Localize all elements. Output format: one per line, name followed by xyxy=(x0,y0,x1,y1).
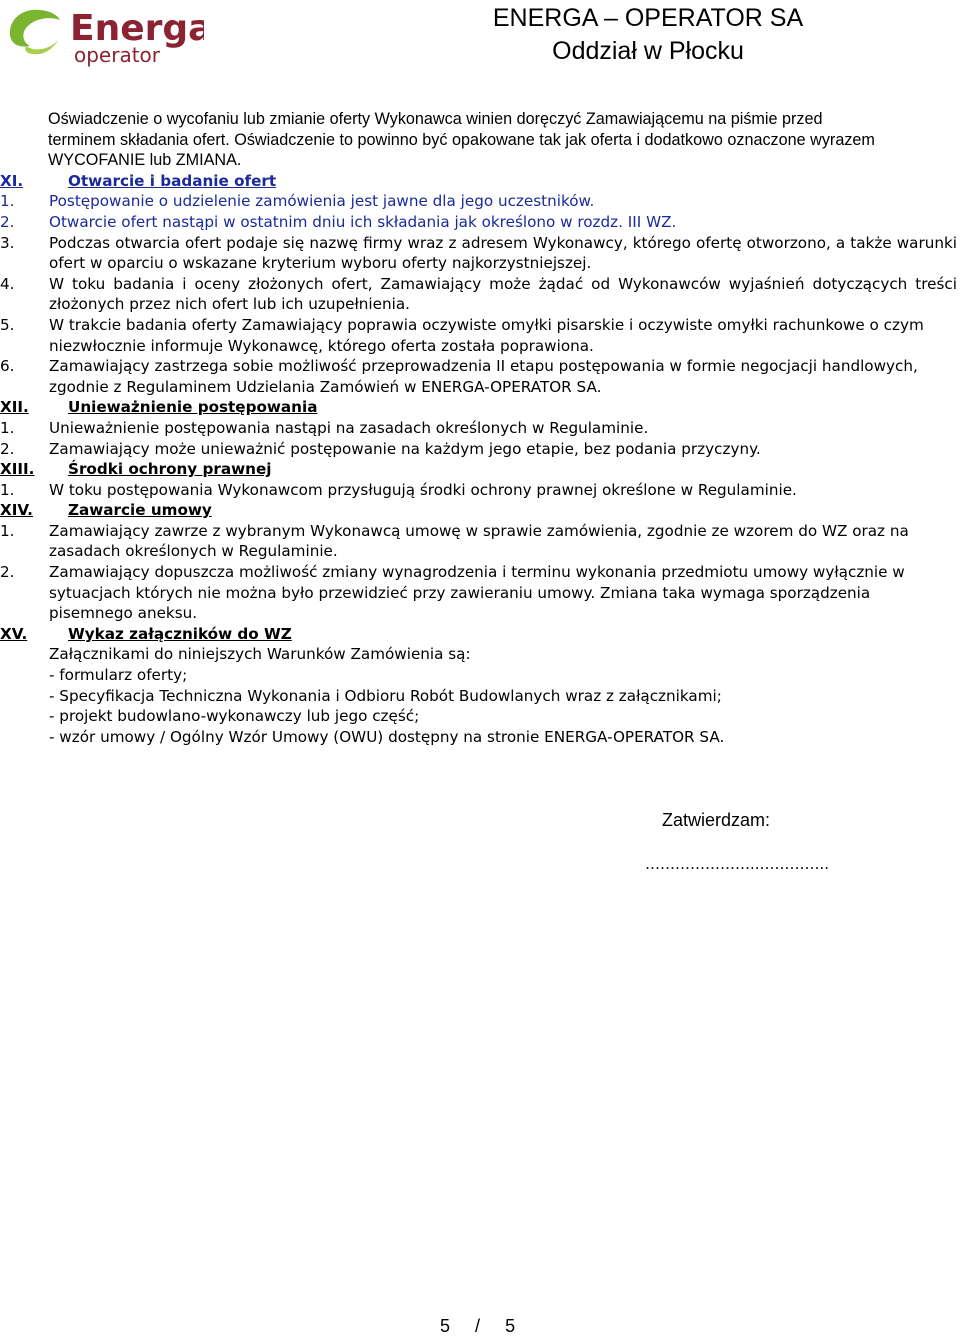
list-item xyxy=(0,274,957,315)
section-number: XIII. xyxy=(0,460,35,479)
svg-text:Energa: Energa xyxy=(70,8,204,49)
page-number xyxy=(440,1316,515,1337)
item-number: 6. xyxy=(0,357,15,376)
list-item xyxy=(0,191,957,212)
list-item xyxy=(0,439,957,460)
section-number: XI. xyxy=(0,171,24,190)
item-number: 4. xyxy=(0,274,15,293)
total-pages: 5 xyxy=(505,1316,516,1336)
item-number: 3. xyxy=(0,233,15,252)
item-text: W trakcie badania oferty Zamawiający poprawia oczywiste omyłki pisarskie i oczywiste omyłki rachunkowe o czym niezwłocznie informuje Wykonawcę, którego oferta została poprawiona. xyxy=(49,315,924,355)
section-title: Środki ochrony prawnej xyxy=(68,460,272,479)
item-number: 2. xyxy=(0,439,15,458)
list-item xyxy=(0,480,957,501)
list-item xyxy=(0,212,957,233)
item-number: 1. xyxy=(0,418,15,437)
section-title: Wykaz załączników do WZ xyxy=(68,624,292,643)
list-item xyxy=(0,233,957,274)
intro-paragraph xyxy=(0,109,960,171)
list-item xyxy=(0,315,957,356)
section-heading-xiii xyxy=(0,459,960,480)
section-heading-xii xyxy=(0,397,960,418)
header-title-line2: Oddział w Płocku xyxy=(552,37,744,65)
section-title: Otwarcie i badanie ofert xyxy=(68,171,277,190)
item-number: 1. xyxy=(0,192,15,211)
attachment-line: - projekt budowlano-wykonawczy lub jego część; xyxy=(49,707,420,726)
attachment-line: - wzór umowy / Ogólny Wzór Umowy (OWU) dostępny na stronie ENERGA-OPERATOR SA. xyxy=(49,727,725,746)
item-text: Podczas otwarcia ofert podaje się nazwę firmy wraz z adresem Wykonawcy, którego ofertę otworzono, a także warunki ofert w oparciu o wskazane kryterium wyboru oferty najkorzystniejszej. xyxy=(49,233,957,273)
intro-line: WYCOFANIE lub ZMIANA. xyxy=(48,151,242,170)
item-text: Zamawiający dopuszcza możliwość zmiany wynagrodzenia i terminu wykonania przedmiotu umowy wyłącznie w sytuacjach których nie można było przewidzieć przy zawieraniu umowy. Zmiana taka wymaga sporządzenia pisemnego aneksu. xyxy=(49,563,905,623)
list-item xyxy=(0,418,957,439)
item-text: Otwarcie ofert nastąpi w ostatnim dniu ich składania jak określono w rozdz. III WZ. xyxy=(49,212,677,231)
item-text: W toku badania i oceny złożonych ofert, Zamawiający może żądać od Wykonawców wyjaśnień dotyczących treści złożonych przez nich ofert lub ich uzupełnienia. xyxy=(49,274,957,314)
page-separator: / xyxy=(475,1316,481,1336)
item-number: 5. xyxy=(0,315,15,334)
svg-text:operator: operator xyxy=(74,43,161,67)
header-title xyxy=(478,2,818,68)
section-title: Zawarcie umowy xyxy=(68,501,212,520)
item-text: Postępowanie o udzielenie zamówienia jest jawne dla jego uczestników. xyxy=(49,192,595,211)
item-text: Zamawiający zawrze z wybranym Wykonawcą umowę w sprawie zamówienia, zgodnie ze wzorem do WZ oraz na zasadach określonych w Regulaminie. xyxy=(49,521,909,561)
list-item xyxy=(0,356,957,397)
document-body xyxy=(0,109,960,747)
item-number: 2. xyxy=(0,212,15,231)
energa-logo xyxy=(4,2,204,68)
intro-line: terminem składania ofert. Oświadczenie to powinno być opakowane tak jak oferta i dodatkowo oznaczone wyrazem xyxy=(48,130,875,149)
list-item xyxy=(0,562,957,624)
signature-line: …………………..………….. xyxy=(645,855,830,873)
section-title: Unieważnienie postępowania xyxy=(68,398,318,417)
item-number: 2. xyxy=(0,563,15,582)
section-heading-xv xyxy=(0,624,960,645)
header-title-line1: ENERGA – OPERATOR SA xyxy=(492,4,804,32)
item-text: W toku postępowania Wykonawcom przysługują środki ochrony prawnej określone w Regulaminie. xyxy=(49,480,797,499)
list-item xyxy=(0,521,957,562)
section-heading-xi xyxy=(0,171,960,192)
energa-leaf-icon xyxy=(4,2,204,68)
approval-label: Zatwierdzam: xyxy=(662,810,771,830)
item-text: Zamawiający może unieważnić postępowanie na każdym jego etapie, bez podania przyczyny. xyxy=(49,439,761,458)
item-number: 1. xyxy=(0,480,15,499)
current-page: 5 xyxy=(440,1316,451,1336)
intro-line: Oświadczenie o wycofaniu lub zmianie oferty Wykonawca winien doręczyć Zamawiającemu na piśmie przed xyxy=(48,110,823,128)
section-number: XIV. xyxy=(0,501,33,520)
section-heading-xiv xyxy=(0,500,960,521)
item-text: Unieważnienie postępowania nastąpi na zasadach określonych w Regulaminie. xyxy=(49,418,649,437)
item-number: 1. xyxy=(0,521,15,540)
item-text: Zamawiający zastrzega sobie możliwość przeprowadzenia II etapu postępowania w formie negocjacji handlowych, zgodnie z Regulaminem Udzielania Zamówień w ENERGA-OPERATOR SA. xyxy=(49,357,918,396)
attachment-line: Załącznikami do niniejszych Warunków Zamówienia są: xyxy=(49,645,471,664)
section-number: XV. xyxy=(0,624,28,643)
attachment-line: - formularz oferty; xyxy=(49,666,188,685)
attachment-line: - Specyfikacja Techniczna Wykonania i Odbioru Robót Budowlanych wraz z załącznikami; xyxy=(49,686,722,705)
section-number: XII. xyxy=(0,398,29,417)
